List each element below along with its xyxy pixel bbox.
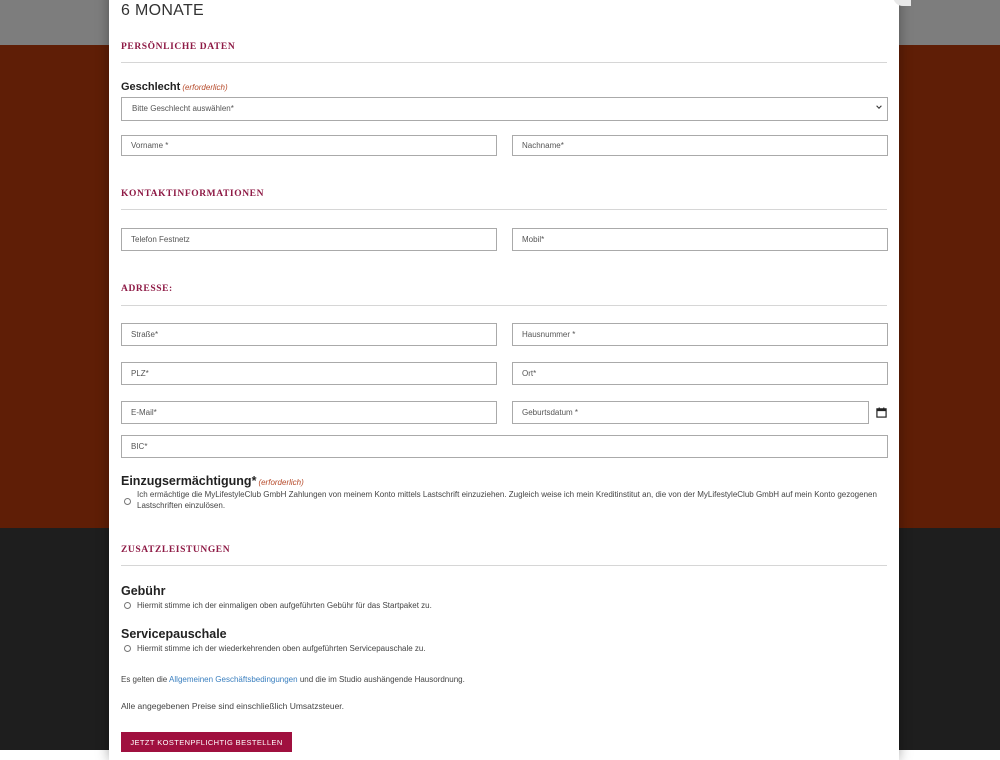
section-heading-address: ADRESSE: — [121, 284, 173, 294]
submit-order-button[interactable]: JETZT KOSTENPFLICHTIG BESTELLEN — [121, 732, 292, 752]
street-input[interactable] — [121, 323, 497, 346]
terms-note — [121, 675, 821, 686]
fee-text: Hiermit stimme ich der einmaligen oben aufgeführten Gebühr für das Startpaket zu. — [137, 601, 432, 610]
chevron-down-icon — [876, 104, 882, 110]
phone-input[interactable] — [121, 228, 497, 251]
divider — [121, 305, 887, 306]
direct-debit-label-text: Einzugsermächtigung* — [121, 474, 257, 488]
city-input[interactable] — [512, 362, 888, 385]
house-number-input[interactable] — [512, 323, 888, 346]
terms-suffix: und die im Studio aushängende Hausordnung. — [297, 675, 465, 684]
prices-note: Alle angegebenen Preise sind einschließlich Umsatzsteuer. — [121, 701, 345, 711]
divider — [121, 209, 887, 210]
direct-debit-label — [121, 474, 304, 488]
fee-label: Gebühr — [121, 584, 166, 598]
service-radio[interactable] — [124, 645, 131, 652]
calendar-icon[interactable] — [876, 407, 887, 418]
gender-label — [121, 81, 228, 93]
gender-label-text: Geschlecht — [121, 81, 181, 93]
gender-select[interactable] — [121, 97, 888, 121]
required-hint: (erforderlich) — [258, 478, 304, 487]
fee-radio[interactable] — [124, 602, 131, 609]
divider — [121, 62, 887, 63]
order-form-modal — [109, 0, 899, 760]
modal-corner — [893, 0, 911, 6]
service-text: Hiermit stimme ich der wiederkehrenden oben aufgeführten Servicepauschale zu. — [137, 644, 426, 653]
last-name-input[interactable] — [512, 135, 888, 156]
terms-prefix: Es gelten die — [121, 675, 170, 684]
section-heading-contact: KONTAKTINFORMATIONEN — [121, 189, 265, 199]
mobile-input[interactable] — [512, 228, 888, 251]
zip-input[interactable] — [121, 362, 497, 385]
divider — [121, 565, 887, 566]
birthdate-input[interactable] — [512, 401, 869, 424]
service-label: Servicepauschale — [121, 627, 227, 641]
direct-debit-text: Ich ermächtige die MyLifestyleClub GmbH Zahlungen von meinem Konto mittels Lastschrift einzuziehen. Zugleich weise ich mein Kreditinstitut an, die von der MyLifestyleClub GmbH auf mein Konto gezogenen Lastschriften einzulösen. — [137, 490, 877, 510]
first-name-input[interactable] — [121, 135, 497, 156]
direct-debit-radio[interactable] — [124, 498, 131, 505]
required-hint: (erforderlich) — [182, 83, 228, 92]
terms-link[interactable]: Allgemeinen Geschäftsbedingungen — [169, 675, 298, 684]
gender-select-value: Bitte Geschlecht auswählen* — [132, 104, 234, 113]
section-heading-extras: ZUSATZLEISTUNGEN — [121, 545, 231, 555]
page-title: 6 MONATE — [121, 2, 205, 19]
section-heading-personal: PERSÖNLICHE DATEN — [121, 42, 236, 52]
email-input[interactable] — [121, 401, 497, 424]
bic-input[interactable] — [121, 435, 888, 458]
